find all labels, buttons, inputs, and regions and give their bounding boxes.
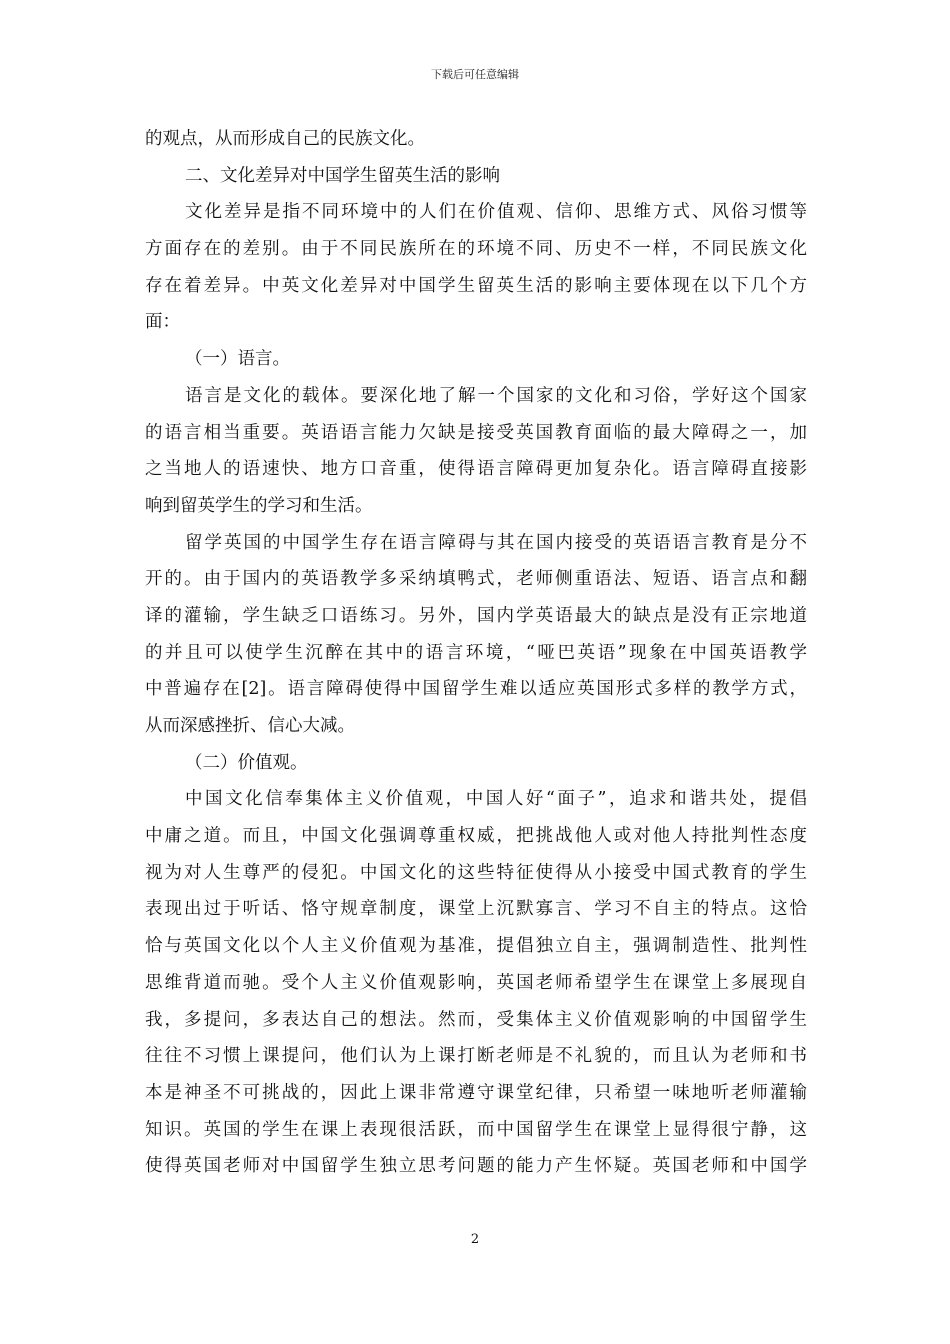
text-line: 表现出过于听话、恪守规章制度，课堂上沉默寡言、学习不自主的特点。这恰	[145, 899, 807, 920]
text-line: 译的灌输，学生缺乏口语练习。另外，国内学英语最大的缺点是没有正宗地道	[145, 605, 807, 626]
text-line: 语言是文化的载体。要深化地了解一个国家的文化和习俗，学好这个国家	[185, 385, 807, 406]
document-body	[145, 121, 807, 1185]
text-line: （二）价值观。	[185, 752, 308, 773]
page-header: 下载后可任意编辑	[431, 68, 519, 81]
text-line: 中普遍存在[2]。语言障碍使得中国留学生难以适应英国形式多样的教学方式，	[145, 679, 807, 700]
text-line: 响到留英学生的学习和生活。	[145, 495, 373, 516]
page-number: 2	[470, 1232, 480, 1247]
text-line: 恰与英国文化以个人主义价值观为基准，提倡独立自主，强调制造性、批判性	[145, 936, 807, 957]
text-line: 中国文化信奉集体主义价值观，中国人好“面子”，追求和谐共处，提倡	[185, 789, 807, 810]
text-line: 使得英国老师对中国留学生独立思考问题的能力产生怀疑。英国老师和中国学	[145, 1156, 807, 1177]
text-line: 之当地人的语速快、地方口音重，使得语言障碍更加复杂化。语言障碍直接影	[145, 459, 807, 480]
text-line: 的语言相当重要。英语语言能力欠缺是接受英国教育面临的最大障碍之一，加	[145, 422, 807, 443]
text-line: 留学英国的中国学生存在语言障碍与其在国内接受的英语语言教育是分不	[185, 532, 807, 553]
text-line: 中庸之道。而且，中国文化强调尊重权威，把挑战他人或对他人持批判性态度	[145, 826, 807, 847]
text-line: 的并且可以使学生沉醉在其中的语言环境，“哑巴英语”现象在中国英语教学	[145, 642, 807, 663]
text-line: 我，多提问，多表达自己的想法。然而，受集体主义价值观影响的中国留学生	[145, 1009, 807, 1030]
text-line: 本是神圣不可挑战的，因此上课非常遵守课堂纪律，只希望一味地听老师灌输	[145, 1082, 807, 1103]
text-line: 思维背道而驰。受个人主义价值观影响，英国老师希望学生在课堂上多展现自	[145, 972, 807, 993]
text-line: 开的。由于国内的英语教学多采纳填鸭式，老师侧重语法、短语、语言点和翻	[145, 569, 807, 590]
text-line: （一）语言。	[185, 349, 290, 370]
text-line: 的观点，从而形成自己的民族文化。	[145, 129, 425, 149]
text-line: 从而深感挫折、信心大减。	[145, 716, 355, 736]
text-line: 往往不习惯上课提问，他们认为上课打断老师是不礼貌的，而且认为老师和书	[145, 1046, 807, 1067]
text-line: 二、文化差异对中国学生留英生活的影响	[185, 165, 500, 186]
text-line: 知识。英国的学生在课上表现很活跃，而中国留学生在课堂上显得很宁静，这	[145, 1119, 807, 1140]
text-line: 文化差异是指不同环境中的人们在价值观、信仰、思维方式、风俗习惯等	[185, 202, 807, 223]
text-line: 方面存在的差别。由于不同民族所在的环境不同、历史不一样，不同民族文化	[145, 239, 807, 260]
text-line: 存在着差异。中英文化差异对中国学生留英生活的影响主要体现在以下几个方	[145, 275, 807, 296]
text-line: 视为对人生尊严的侵犯。中国文化的这些特征使得从小接受中国式教育的学生	[145, 862, 807, 883]
text-line: 面：	[145, 312, 180, 333]
